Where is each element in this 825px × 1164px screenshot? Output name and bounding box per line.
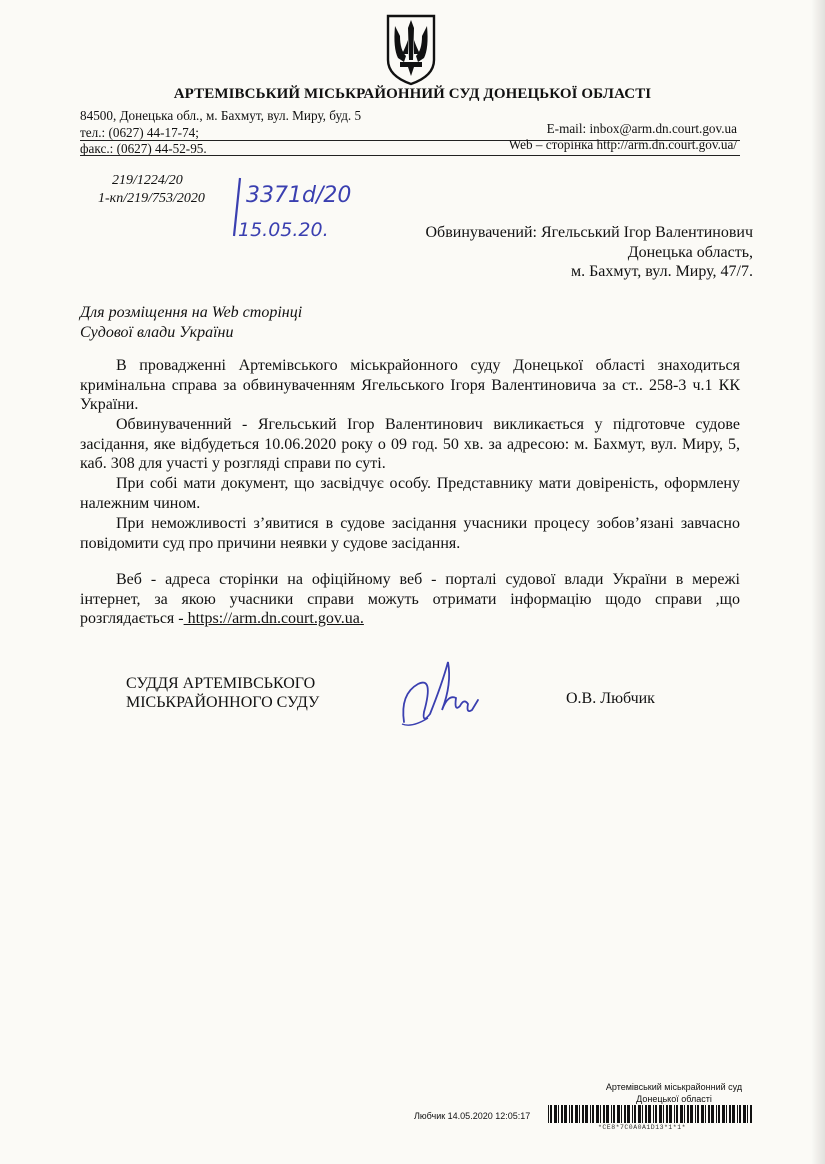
case-number: 219/1224/20 [112, 173, 183, 188]
body-paragraph: В провадженні Артемівського міськрайонного суду Донецької області знаходиться кримінальна справа за обвинуваченням Ягельського Ігоря Валентиновича за ст.. 258-3 ч.1 КК України. [80, 357, 740, 413]
body-paragraph: Обвинуваченний - Ягельський Ігор Валентинович викликається у підготовче судове засідання, яке відбудеться 10.06.2020 року о 09 год. 50 хв. за адресою: м. Бахмут, вул. Миру, 5, каб. 308 для участі у розгляді справи по суті. [80, 416, 740, 472]
purpose-line-2: Судової влади України [80, 324, 234, 341]
court-phone: тел.: (0627) 44-17-74; [80, 125, 199, 140]
handwritten-reg-number: 3371d/20 [246, 183, 352, 208]
court-address: 84500, Донецька обл., м. Бахмут, вул. Миру, буд. 5 [80, 108, 362, 123]
court-fax: факс.: (0627) 44-52-95. [80, 141, 207, 156]
handwritten-reg-date: 15.05.20. [238, 219, 329, 241]
court-website-link[interactable]: https://arm.dn.court.gov.ua. [183, 610, 364, 627]
judge-name: О.В. Любчик [566, 690, 655, 707]
recipient-name: Обвинувачений: Ягельський Ігор Валентинович [425, 224, 753, 241]
proceeding-number: 1-кп/219/753/2020 [98, 191, 205, 206]
page-edge-shadow [811, 0, 825, 1164]
trident-icon [384, 10, 438, 88]
court-email: E-mail: inbox@arm.dn.court.gov.ua [546, 121, 737, 136]
recipient-address: м. Бахмут, вул. Миру, 47/7. [570, 263, 753, 280]
digital-stamp-signer: Любчик 14.05.2020 12:05:17 [414, 1111, 531, 1121]
body-paragraph-website [80, 570, 740, 629]
digital-stamp-court-line-1: Артемівський міськрайонний суд [605, 1082, 743, 1092]
header-divider-top [80, 140, 740, 141]
court-name: АРТЕМІВСЬКИЙ МІСЬКРАЙОННИЙ СУД ДОНЕЦЬКОЇ ОБЛАСТІ [173, 86, 652, 102]
body-paragraph: При собі мати документ, що засвідчує особу. Представнику мати довіреність, оформлену належним чином. [80, 475, 740, 512]
handwritten-registration [232, 176, 352, 242]
judge-title-line-2: МІСЬКРАЙОННОГО СУДУ [126, 694, 320, 711]
judge-title-line-1: СУДДЯ АРТЕМІВСЬКОГО [126, 675, 316, 692]
barcode-number: *CE8*7C0A0A1D13*1*1* [598, 1124, 687, 1131]
purpose-line-1: Для розміщення на Web сторінці [80, 304, 303, 321]
court-website: Web – сторінка http://arm.dn.court.gov.ua/ [508, 137, 737, 152]
header-divider-bottom [80, 155, 740, 156]
website-paragraph-text: Веб - адреса сторінки на офіційному веб - порталі судової влади України в мережі інтернет, за якою учасники справи можуть отримати інформацію щодо справи ,що розглядається - [80, 571, 740, 627]
digital-stamp-court-line-2: Донецької області [636, 1094, 712, 1104]
body-paragraph: При неможливості з’явитися в судове засідання учасники процесу зобов’язані завчасно повідомити суд про причини неявки у судове засідання. [80, 515, 740, 552]
barcode-icon [548, 1105, 754, 1123]
judge-signature [398, 654, 482, 732]
recipient-region: Донецька область, [627, 244, 753, 261]
judge-title [126, 674, 319, 712]
